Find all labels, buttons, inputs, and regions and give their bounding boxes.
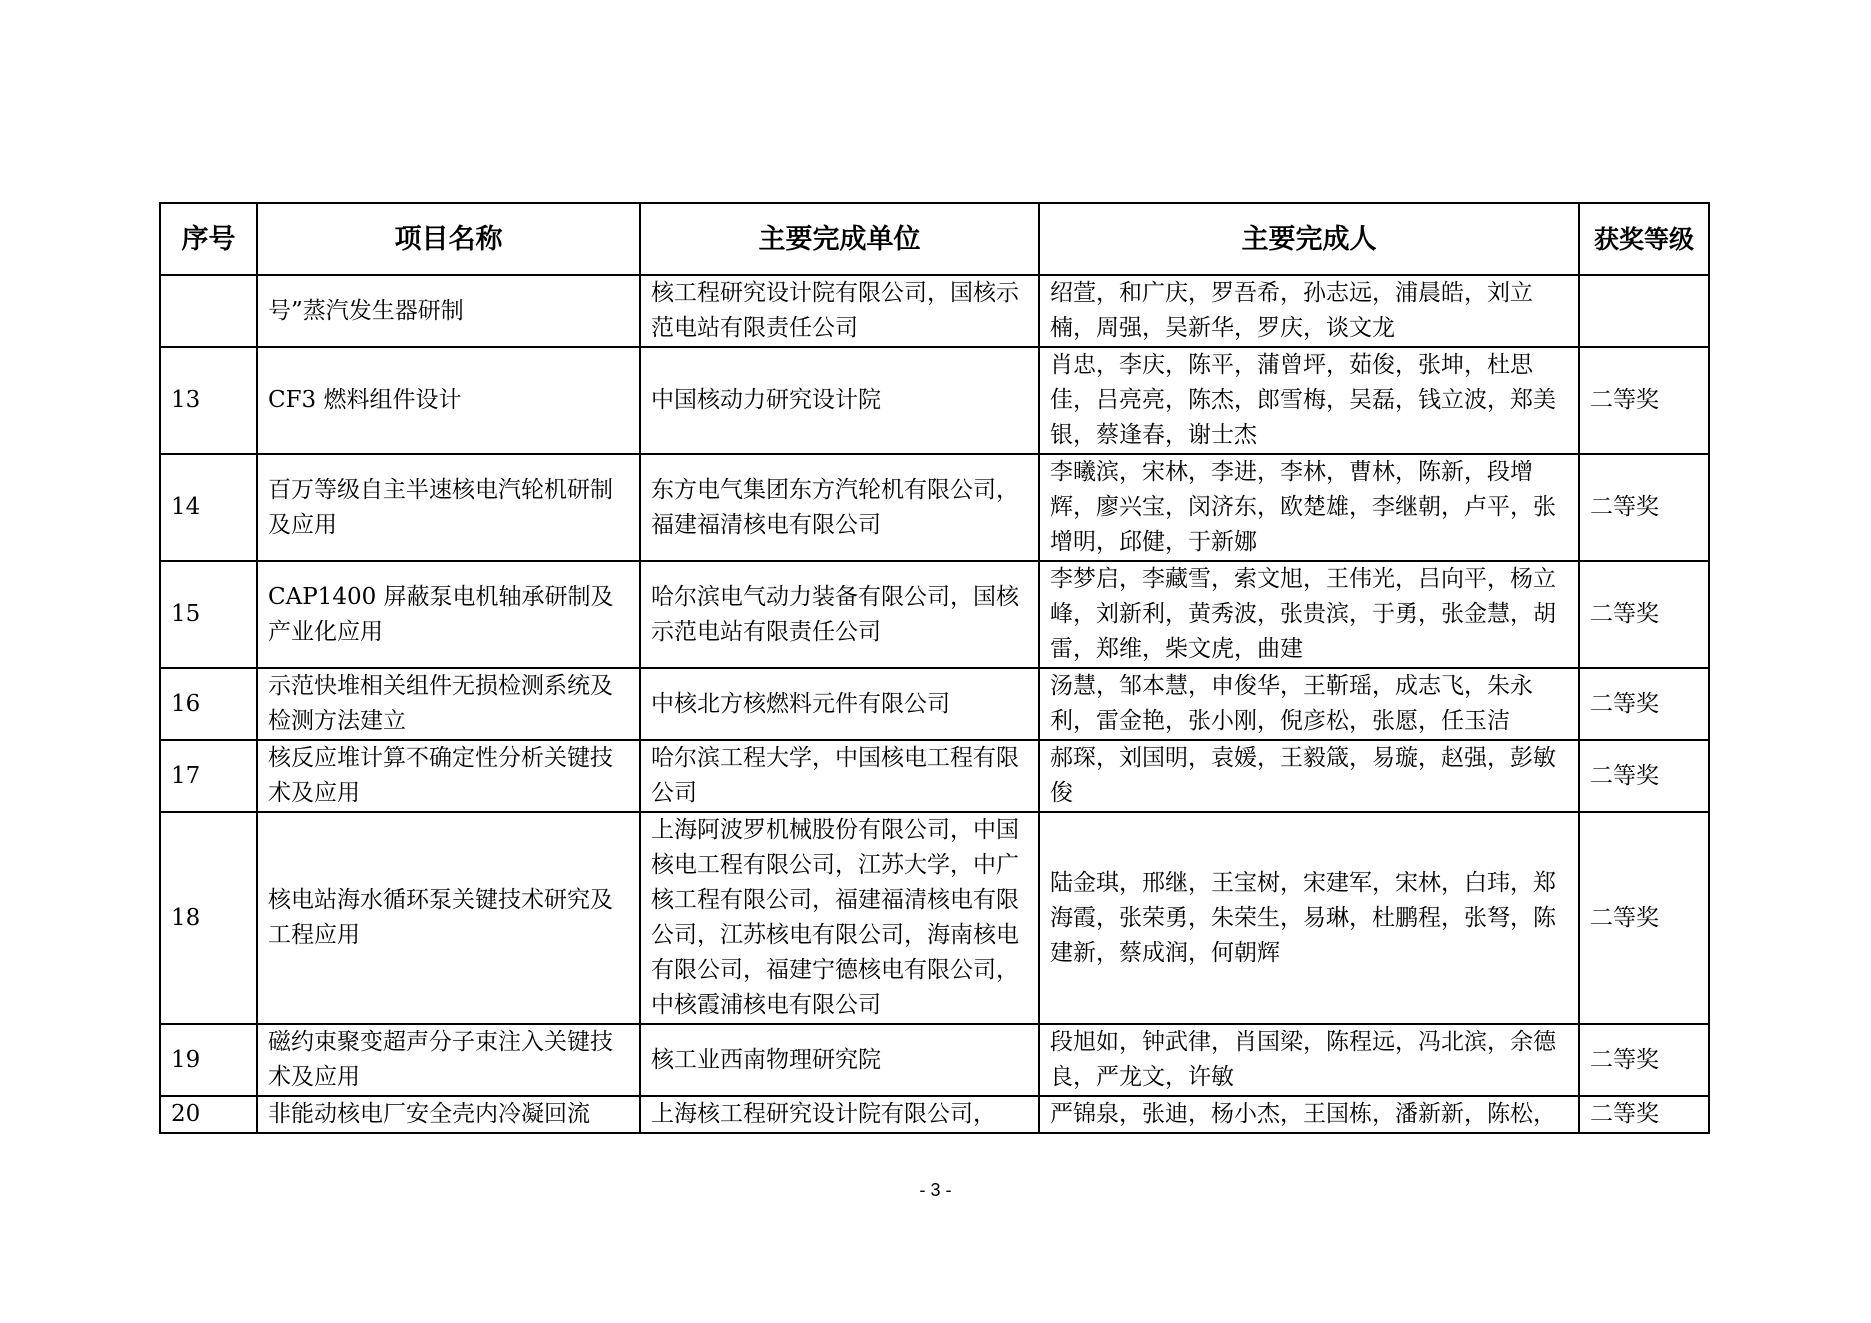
completing-units: 上海核工程研究设计院有限公司， xyxy=(640,1096,1039,1133)
row-number: 15 xyxy=(160,561,257,668)
award-level: 二等奖 xyxy=(1579,812,1709,1024)
completing-people: 严锦泉，张迪，杨小杰，王国栋，潘新新，陈松， xyxy=(1039,1096,1579,1133)
award-level: 二等奖 xyxy=(1579,740,1709,812)
completing-people: 陆金琪，邢继，王宝树，宋建军，宋林，白玮，郑海霞，张荣勇，朱荣生，易琳，杜鹏程，张弩，陈建新，蔡成润，何朝辉 xyxy=(1039,812,1579,1024)
project-name: 非能动核电厂安全壳内冷凝回流 xyxy=(257,1096,640,1133)
award-table xyxy=(159,202,1710,1134)
award-level: 二等奖 xyxy=(1579,454,1709,561)
completing-people: 肖忠，李庆，陈平，蒲曾坪，茹俊，张坤，杜思佳，吕亮亮，陈杰，郎雪梅，吴磊，钱立波，郑美银，蔡逢春，谢士杰 xyxy=(1039,347,1579,454)
table-row xyxy=(160,740,1709,812)
row-number: 14 xyxy=(160,454,257,561)
table-row xyxy=(160,561,1709,668)
completing-units: 东方电气集团东方汽轮机有限公司，福建福清核电有限公司 xyxy=(640,454,1039,561)
header-serial-number: 序号 xyxy=(160,203,257,275)
table-row xyxy=(160,1096,1709,1133)
completing-units: 哈尔滨电气动力装备有限公司，国核示范电站有限责任公司 xyxy=(640,561,1039,668)
award-level: 二等奖 xyxy=(1579,1096,1709,1133)
header-project-name: 项目名称 xyxy=(257,203,640,275)
project-name: 核反应堆计算不确定性分析关键技术及应用 xyxy=(257,740,640,812)
project-name: 核电站海水循环泵关键技术研究及工程应用 xyxy=(257,812,640,1024)
table-row xyxy=(160,275,1709,347)
table-row xyxy=(160,1024,1709,1096)
completing-people: 汤慧，邹本慧，申俊华，王靳瑶，成志飞，朱永利，雷金艳，张小刚，倪彦松，张愿，任玉洁 xyxy=(1039,668,1579,740)
completing-units: 中国核动力研究设计院 xyxy=(640,347,1039,454)
row-number: 17 xyxy=(160,740,257,812)
row-number xyxy=(160,275,257,347)
header-main-people: 主要完成人 xyxy=(1039,203,1579,275)
completing-people: 绍萱，和广庆，罗吾希，孙志远，浦晨皓，刘立楠，周强，吴新华，罗庆，谈文龙 xyxy=(1039,275,1579,347)
project-name: 百万等级自主半速核电汽轮机研制及应用 xyxy=(257,454,640,561)
completing-units: 上海阿波罗机械股份有限公司，中国核电工程有限公司，江苏大学，中广核工程有限公司，福建福清核电有限公司，江苏核电有限公司，海南核电有限公司，福建宁德核电有限公司，中核霞浦核电有限公司 xyxy=(640,812,1039,1024)
table-row xyxy=(160,668,1709,740)
row-number: 19 xyxy=(160,1024,257,1096)
header-main-units: 主要完成单位 xyxy=(640,203,1039,275)
completing-units: 核工程研究设计院有限公司，国核示范电站有限责任公司 xyxy=(640,275,1039,347)
table-row xyxy=(160,347,1709,454)
row-number: 18 xyxy=(160,812,257,1024)
award-level: 二等奖 xyxy=(1579,347,1709,454)
project-name: CF3 燃料组件设计 xyxy=(257,347,640,454)
row-number: 20 xyxy=(160,1096,257,1133)
table-row xyxy=(160,812,1709,1024)
completing-people: 郝琛，刘国明，袁媛，王毅箴，易璇，赵强，彭敏俊 xyxy=(1039,740,1579,812)
row-number: 16 xyxy=(160,668,257,740)
award-level: 二等奖 xyxy=(1579,561,1709,668)
completing-units: 中核北方核燃料元件有限公司 xyxy=(640,668,1039,740)
completing-people: 李梦启，李藏雪，索文旭，王伟光，吕向平，杨立峰，刘新利，黄秀波，张贵滨，于勇，张金慧，胡雷，郑维，柴文虎，曲建 xyxy=(1039,561,1579,668)
header-award-level: 获奖等级 xyxy=(1579,203,1709,275)
award-level xyxy=(1579,275,1709,347)
project-name: CAP1400 屏蔽泵电机轴承研制及产业化应用 xyxy=(257,561,640,668)
project-name: 示范快堆相关组件无损检测系统及检测方法建立 xyxy=(257,668,640,740)
page-number: - 3 - xyxy=(919,1180,952,1200)
completing-units: 哈尔滨工程大学，中国核电工程有限公司 xyxy=(640,740,1039,812)
completing-people: 段旭如，钟武律，肖国梁，陈程远，冯北滨，余德良，严龙文，许敏 xyxy=(1039,1024,1579,1096)
project-name: 号”蒸汽发生器研制 xyxy=(257,275,640,347)
header-row xyxy=(160,203,1709,275)
award-level: 二等奖 xyxy=(1579,668,1709,740)
row-number: 13 xyxy=(160,347,257,454)
completing-people: 李曦滨，宋林，李进，李林，曹林，陈新，段增辉，廖兴宝，闵济东，欧楚雄，李继朝，卢平，张增明，邱健，于新娜 xyxy=(1039,454,1579,561)
completing-units: 核工业西南物理研究院 xyxy=(640,1024,1039,1096)
table-row xyxy=(160,454,1709,561)
project-name: 磁约束聚变超声分子束注入关键技术及应用 xyxy=(257,1024,640,1096)
award-level: 二等奖 xyxy=(1579,1024,1709,1096)
